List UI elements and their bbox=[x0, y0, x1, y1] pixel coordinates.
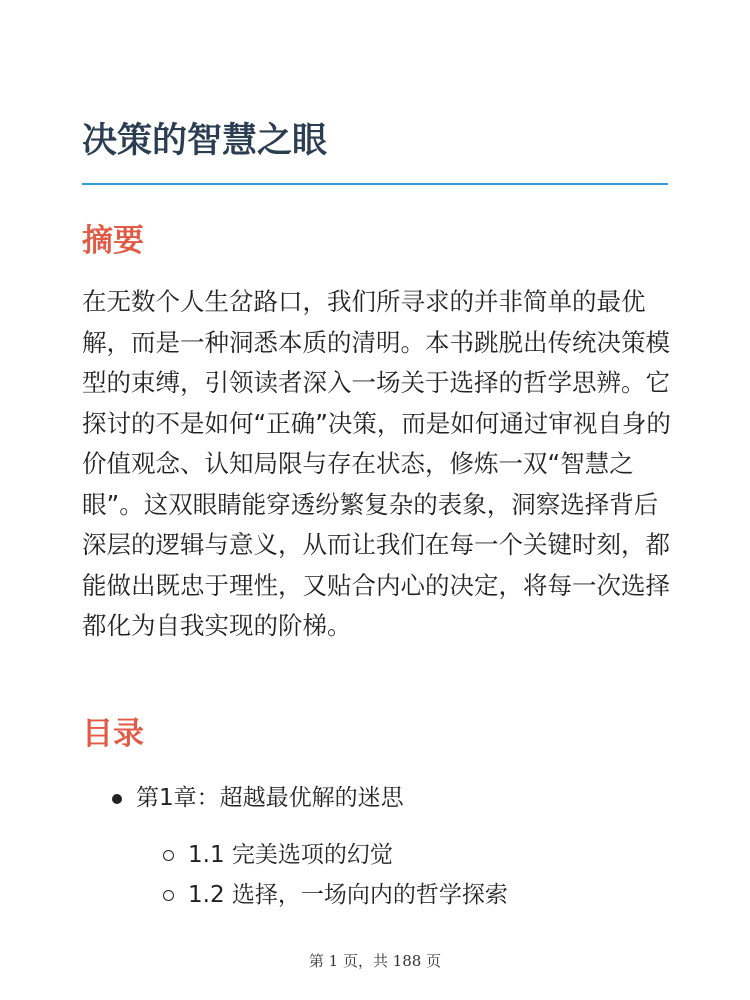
bullet-disc-icon bbox=[112, 794, 122, 804]
toc-chapter-label: 第1章：超越最优解的迷思 bbox=[136, 785, 404, 811]
bullet-circle-icon bbox=[163, 890, 174, 901]
bullet-circle-icon bbox=[163, 850, 174, 861]
toc-section-label: 1.1 完美选项的幻觉 bbox=[188, 842, 393, 868]
title-divider bbox=[82, 183, 668, 185]
toc-section-label: 1.2 选择，一场向内的哲学探索 bbox=[188, 882, 508, 908]
book-title: 决策的智慧之眼 bbox=[82, 121, 328, 161]
toc-chapter-1[interactable] bbox=[82, 778, 682, 818]
toc-heading: 目录 bbox=[82, 716, 144, 752]
abstract-heading: 摘要 bbox=[82, 223, 144, 259]
toc-section-1-1[interactable] bbox=[82, 835, 682, 875]
toc-section-1-2[interactable] bbox=[82, 875, 682, 915]
abstract-body: 在无数个人生岔路口，我们所寻求的并非简单的最优解，而是一种洞悉本质的清明。本书跳脱出传统决策模型的束缚，引领读者深入一场关于选择的哲学思辨。它探讨的不是如何“正确”决策，而是如何通过审视自身的价值观念、认知局限与存在状态，修炼一双“智慧之眼”。这双眼睛能穿透纷繁复杂的表象，洞察选择背后深层的逻辑与意义，从而让我们在每一个关键时刻，都能做出既忠于理性，又贴合内心的决定，将每一次选择都化为自我实现的阶梯。 bbox=[82, 287, 671, 640]
page-number-footer: 第 1 页，共 188 页 bbox=[308, 952, 442, 970]
table-of-contents bbox=[82, 778, 682, 915]
